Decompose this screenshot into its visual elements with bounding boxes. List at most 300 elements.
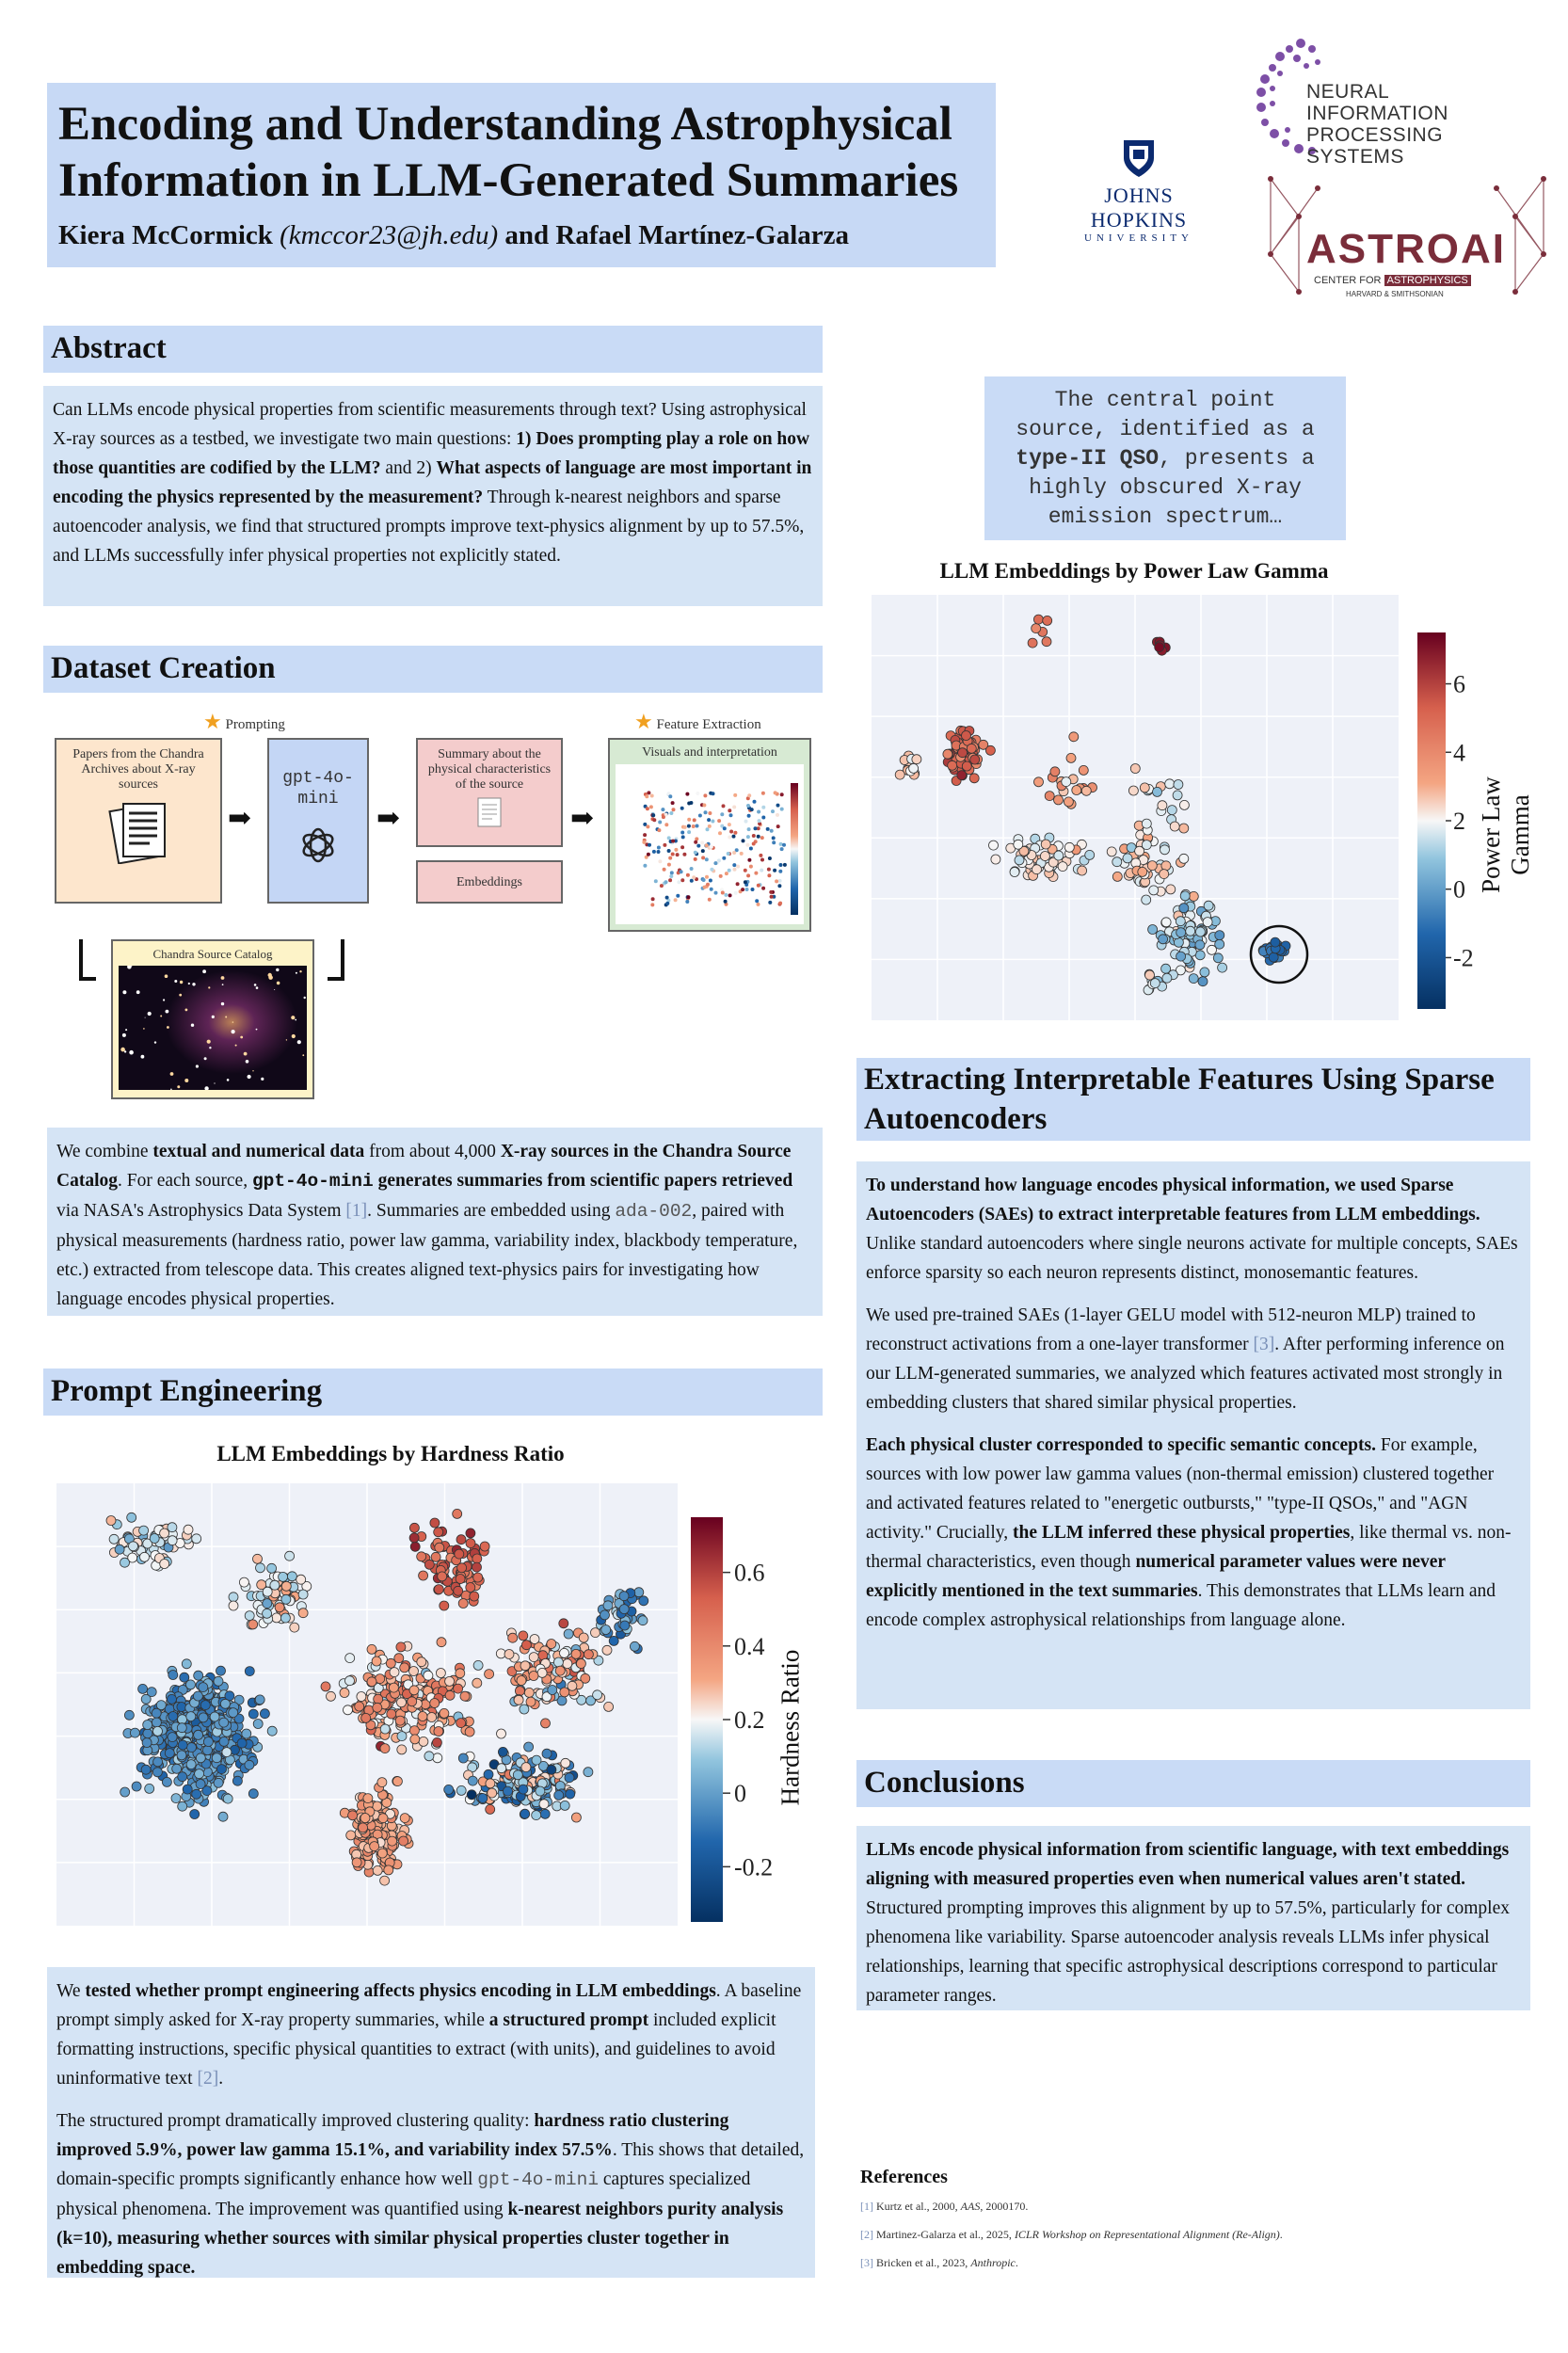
data-point [419,1737,428,1746]
citation-link[interactable]: [3] [1253,1335,1275,1354]
data-point [346,1831,356,1840]
data-point [145,1784,154,1793]
data-point [409,1523,419,1532]
data-point [685,792,689,796]
data-point [434,1585,443,1594]
data-point [909,763,919,773]
neurips-logo: NEURAL INFORMATION PROCESSING SYSTEMS [1252,36,1534,168]
conclusions-heading: Conclusions [856,1760,1530,1807]
data-point [985,745,995,755]
data-point [445,1690,455,1700]
data-point [707,818,711,822]
data-point [772,840,776,844]
data-point [141,1765,151,1774]
data-point [772,836,776,840]
data-point [488,1788,497,1798]
data-point [430,1518,440,1528]
data-point [724,900,728,904]
data-point [1170,822,1179,831]
data-point [521,1763,531,1772]
data-point [340,1689,349,1698]
document-stack-icon [101,798,176,864]
data-point [1054,851,1064,860]
data-point [767,868,771,872]
data-point [1148,925,1158,935]
data-point [698,814,702,818]
data-point [723,826,727,830]
data-point [671,801,675,805]
data-point [714,891,718,895]
data-point [991,855,1000,864]
data-point [728,836,731,840]
data-point [242,1729,251,1738]
data-point [732,835,736,839]
data-point [345,1654,355,1663]
data-point [767,873,771,877]
data-point [766,827,770,831]
data-point [708,898,712,902]
data-point [601,1625,611,1635]
catalog-box: Chandra Source Catalog [111,939,314,1099]
data-point [658,859,662,863]
data-point [729,813,733,817]
data-point [700,840,704,844]
prompt-body: We tested whether prompt engineering affects physics encoding in LLM embeddings. A baseline prompt simply asked for X-ray property summaries, while a structured prompt included explicit formatting instructions, specific physical quantities to extract (with units), and guidelines to avoid uninformative text [2]. The structured prompt dramatically improved clustering quality: hardness ratio clustering improved 5.9%, power law gamma 15.1%, and variability index 57.5%. This shows that detailed, domain-specific prompts significantly enhance how well gpt-4o-mini captures specialized physical phenomena. The improvement was quantified using k-nearest neighbors purity analysis (k=10), measuring whether sources with similar physical properties cluster together in embedding space. [47,1967,815,2278]
data-point [774,791,777,794]
data-point [437,1638,446,1647]
data-point [419,1571,428,1580]
data-point [754,826,758,830]
data-point [410,1542,420,1551]
data-point [192,1789,201,1799]
data-point [667,836,671,840]
data-point [760,858,764,862]
data-point [650,903,654,906]
data-point [1161,861,1171,871]
data-point [1271,937,1280,947]
data-point [744,869,747,872]
data-point [962,731,971,741]
data-point [559,1619,568,1628]
data-point [771,809,775,813]
data-point [943,749,952,759]
data-point [374,1694,383,1704]
data-point [520,1705,529,1714]
data-point [778,879,782,883]
data-point [275,1603,284,1612]
data-point [682,853,686,856]
data-point [444,1785,454,1794]
data-point [1179,824,1189,833]
data-point [722,856,726,860]
data-point [687,818,691,822]
data-point [143,1729,152,1738]
data-point [757,884,760,888]
data-point [676,894,680,898]
data-point [1189,891,1198,901]
data-point [455,1549,464,1559]
data-point [970,755,980,764]
data-point [687,802,691,806]
data-point [1149,886,1159,895]
data-point [272,1613,281,1623]
data-point [130,1728,139,1737]
data-point [521,1641,531,1650]
title-banner [47,83,996,267]
data-point [667,849,671,853]
colorbar-tick-label: 0 [1453,875,1465,904]
data-point [124,1710,134,1720]
data-point [142,1738,152,1748]
data-point [639,1596,648,1606]
data-point [229,1708,238,1718]
data-point [517,1676,526,1686]
data-point [728,893,732,897]
data-point [1176,952,1186,961]
data-point [409,1726,419,1736]
data-point [140,1552,150,1561]
data-point [168,1523,177,1532]
data-point [216,1666,226,1675]
data-point [1043,616,1052,625]
data-point [779,863,783,867]
data-point [651,897,655,901]
data-point [177,1723,186,1733]
data-point [504,1650,514,1659]
data-point [1079,765,1088,775]
data-point [709,879,712,883]
data-point [564,1629,573,1639]
data-point [1179,904,1189,913]
data-point [373,1865,382,1875]
data-point [674,898,678,902]
data-point [281,1594,291,1604]
data-point [466,1539,475,1548]
data-point [1160,870,1169,879]
data-point [524,1688,534,1697]
data-point [912,755,921,764]
data-point [672,808,676,811]
data-point [287,1572,296,1581]
data-point [168,1712,178,1721]
data-point [687,830,691,834]
data-point [680,845,684,849]
data-point [687,824,691,828]
data-point [168,1671,178,1680]
data-point [1179,800,1189,809]
data-point [218,1812,228,1821]
data-point [646,807,649,810]
data-point [468,1776,477,1785]
data-point [290,1623,299,1632]
data-point [736,882,740,886]
data-point [957,771,967,780]
data-point [630,1641,639,1651]
data-point [1128,786,1138,795]
citation-link[interactable]: [2] [197,2069,219,2089]
data-point [664,880,668,884]
author-2: Rafael Martínez-Galarza [555,220,850,250]
data-point [694,857,697,861]
data-point [648,843,651,847]
data-point [378,1814,388,1823]
data-point [744,880,747,884]
data-point [435,1543,444,1552]
data-point [203,1737,213,1747]
colorbar-tick-label: 4 [1453,739,1465,767]
data-point [520,1809,530,1818]
data-point [1069,732,1079,742]
data-point [427,1713,437,1722]
abstract-heading: Abstract [43,326,823,373]
data-point [380,1724,390,1734]
data-point [747,793,751,797]
data-point [758,819,761,823]
data-point [1130,764,1140,774]
data-point [749,847,753,851]
data-point [1085,850,1095,859]
data-point [152,1768,162,1777]
data-point [542,1749,552,1758]
data-point [160,1529,169,1538]
data-point [1033,615,1043,624]
data-point [1189,974,1198,984]
data-point [199,1713,208,1722]
data-point [712,792,715,795]
data-point [460,1691,470,1701]
data-point [359,1823,368,1833]
data-point [504,1786,513,1796]
data-point [761,792,765,795]
data-point [1198,977,1208,986]
data-point [143,1721,152,1730]
data-point [680,870,683,873]
data-point [520,1661,530,1671]
data-point [657,846,661,850]
data-point [1034,777,1044,787]
document-icon [475,796,504,828]
data-point [717,819,721,823]
data-point [665,902,669,905]
data-point [194,1730,203,1739]
data-point [467,1790,476,1800]
data-point [424,1560,434,1569]
data-point [1179,854,1189,863]
data-point [728,869,731,872]
data-point [554,1790,564,1800]
data-point [508,1633,518,1642]
data-point [782,843,786,847]
data-point [757,810,760,814]
data-point [728,808,731,812]
data-point [384,1865,393,1875]
gamma-colorbar-label: Power Law Gamma [1477,776,1534,893]
quote-box: The central point source, identified as a type-II QSO, presents a highly obscured X-ray emission spectrum… [984,376,1346,540]
abstract-body: Can LLMs encode physical properties from scientific measurements through text? Using astrophysical X-ray sources as a testbed, we investigate two main questions: 1) Does prompting play a role on how those quantities are codified by the LLM? and 2) What aspects of language are most important in encoding the physics represented by the measurement? Through k-nearest neighbors and sparse autoencoder analysis, we find that structured prompts improve text-physics alignment by up to 57.5%, and LLMs successfully infer physical properties not explicitly stated. [43,386,823,606]
data-point [430,1699,440,1708]
hardness-colorbar-label: Hardness Ratio [776,1649,805,1806]
data-point [457,1563,467,1573]
data-point [285,1551,295,1561]
data-point [120,1558,130,1567]
embeddings-box: Embeddings [416,860,563,904]
data-point [604,1702,614,1711]
data-point [409,1686,419,1695]
data-point [210,1712,219,1721]
data-point [696,792,699,795]
data-point [171,1794,181,1803]
colorbar-tick-label: 0.2 [734,1706,765,1734]
data-point [168,1536,177,1545]
data-point [348,1811,358,1820]
arrow-icon: ➡ [570,803,595,834]
data-point [438,1572,447,1581]
data-point [1112,872,1122,881]
data-point [248,1789,258,1799]
data-point [669,874,673,878]
data-point [693,818,696,822]
data-point [270,1580,280,1590]
sae-heading: Extracting Interpretable Features Using Sparse Autoencoders [856,1058,1530,1141]
data-point [478,1794,488,1803]
data-point [658,821,662,824]
citation-link[interactable]: [1] [345,1201,368,1221]
data-point [1180,891,1190,901]
data-point [454,1684,463,1693]
data-point [745,843,749,847]
data-point [895,770,904,779]
data-point [1147,861,1157,871]
data-point [372,1657,381,1666]
data-point [530,1635,539,1644]
data-point [263,1609,272,1618]
data-point [705,875,709,879]
data-point [1064,842,1074,852]
references-heading: References [860,2167,948,2187]
data-point [153,1757,163,1767]
data-point [524,1742,534,1752]
data-point [690,879,694,883]
data-point [115,1545,124,1554]
data-point [229,1601,238,1610]
data-point [962,761,971,771]
data-point [647,853,650,856]
data-point [646,824,649,828]
data-point [722,804,726,808]
data-point [172,1764,182,1773]
data-point [486,1804,495,1814]
data-point [255,1695,264,1705]
data-point [168,1694,177,1704]
data-point [776,804,780,808]
hardness-chart-title: LLM Embeddings by Hardness Ratio [216,1442,565,1465]
data-point [754,872,758,875]
data-point [732,806,736,809]
data-point [267,1563,277,1573]
data-point [456,1575,465,1584]
data-point [456,1669,465,1678]
data-point [745,888,749,891]
data-point [472,1554,482,1563]
data-point [657,828,661,832]
data-point [529,1672,538,1681]
colorbar-tick-label: 2 [1453,808,1465,835]
chandra-sky-image [119,966,307,1090]
data-point [732,863,736,867]
data-point [389,1683,398,1692]
data-point [1150,979,1160,988]
data-point [409,1667,419,1676]
data-point [652,850,656,854]
data-point [761,887,765,890]
data-point [1123,854,1132,863]
data-point [120,1787,130,1797]
data-point [710,845,713,849]
data-point [560,1688,569,1697]
data-point [692,875,696,879]
star-icon: ★ [203,710,222,733]
data-point [387,1709,396,1719]
jhu-logo: JOHNS HOPKINS UNIVERSITY [1054,137,1224,222]
data-point [1112,857,1122,867]
data-point [694,840,697,844]
data-point [267,1726,277,1736]
data-point [410,1735,420,1744]
data-point [484,1769,493,1779]
data-point [773,869,776,872]
data-point [445,1676,455,1686]
data-point [657,850,661,854]
data-point [759,854,762,857]
data-point [775,879,778,883]
data-point [373,1703,382,1712]
data-point [160,1560,169,1569]
data-point [219,1718,229,1727]
data-point [643,823,647,826]
data-point [734,891,738,895]
data-point [465,1727,474,1737]
poster-title: Encoding and Understanding Astrophysical Information in LLM-Generated Summaries [58,98,959,207]
conclusions-body: LLMs encode physical information from scientific language, with text embeddings aligning with measured properties even when numerical values aren't stated. Structured prompting improves this alignment by up to 57.5%, particularly for complex phenomena like variability. Sparse autoencoder analysis reveals LLMs infer physical relationships, learning that specific astrophysical descriptions correspond to particular parameter ranges. [856,1826,1530,2010]
data-point [147,1688,156,1697]
data-point [367,1644,376,1654]
colorbar-tick-label: 0.6 [734,1559,765,1587]
data-point [200,1701,210,1710]
data-point [454,1586,463,1595]
data-point [752,834,756,838]
data-point [727,852,730,856]
data-point [662,815,665,819]
data-point [780,792,784,796]
data-point [263,1599,272,1609]
data-point [680,878,684,882]
mini-scatter-thumbnail [616,764,804,924]
data-point [281,1581,291,1591]
reference-2: [2] Martinez-Galarza et al., 2025, ICLR Workshop on Representational Alignment (Re-Align). [860,2228,1283,2241]
data-point [470,1592,479,1601]
data-point [555,1666,565,1675]
data-point [380,1876,390,1885]
data-point [152,1708,161,1718]
data-point [1204,901,1213,910]
data-point [663,843,666,847]
data-point [967,744,976,753]
astroai-logo: ASTROAI CENTER FOR ASTROPHYSICS HARVARD & SMITHSONIAN [1261,169,1553,309]
data-point [719,874,723,878]
data-point [539,1800,549,1809]
data-point [1054,795,1064,805]
data-point [708,811,712,815]
